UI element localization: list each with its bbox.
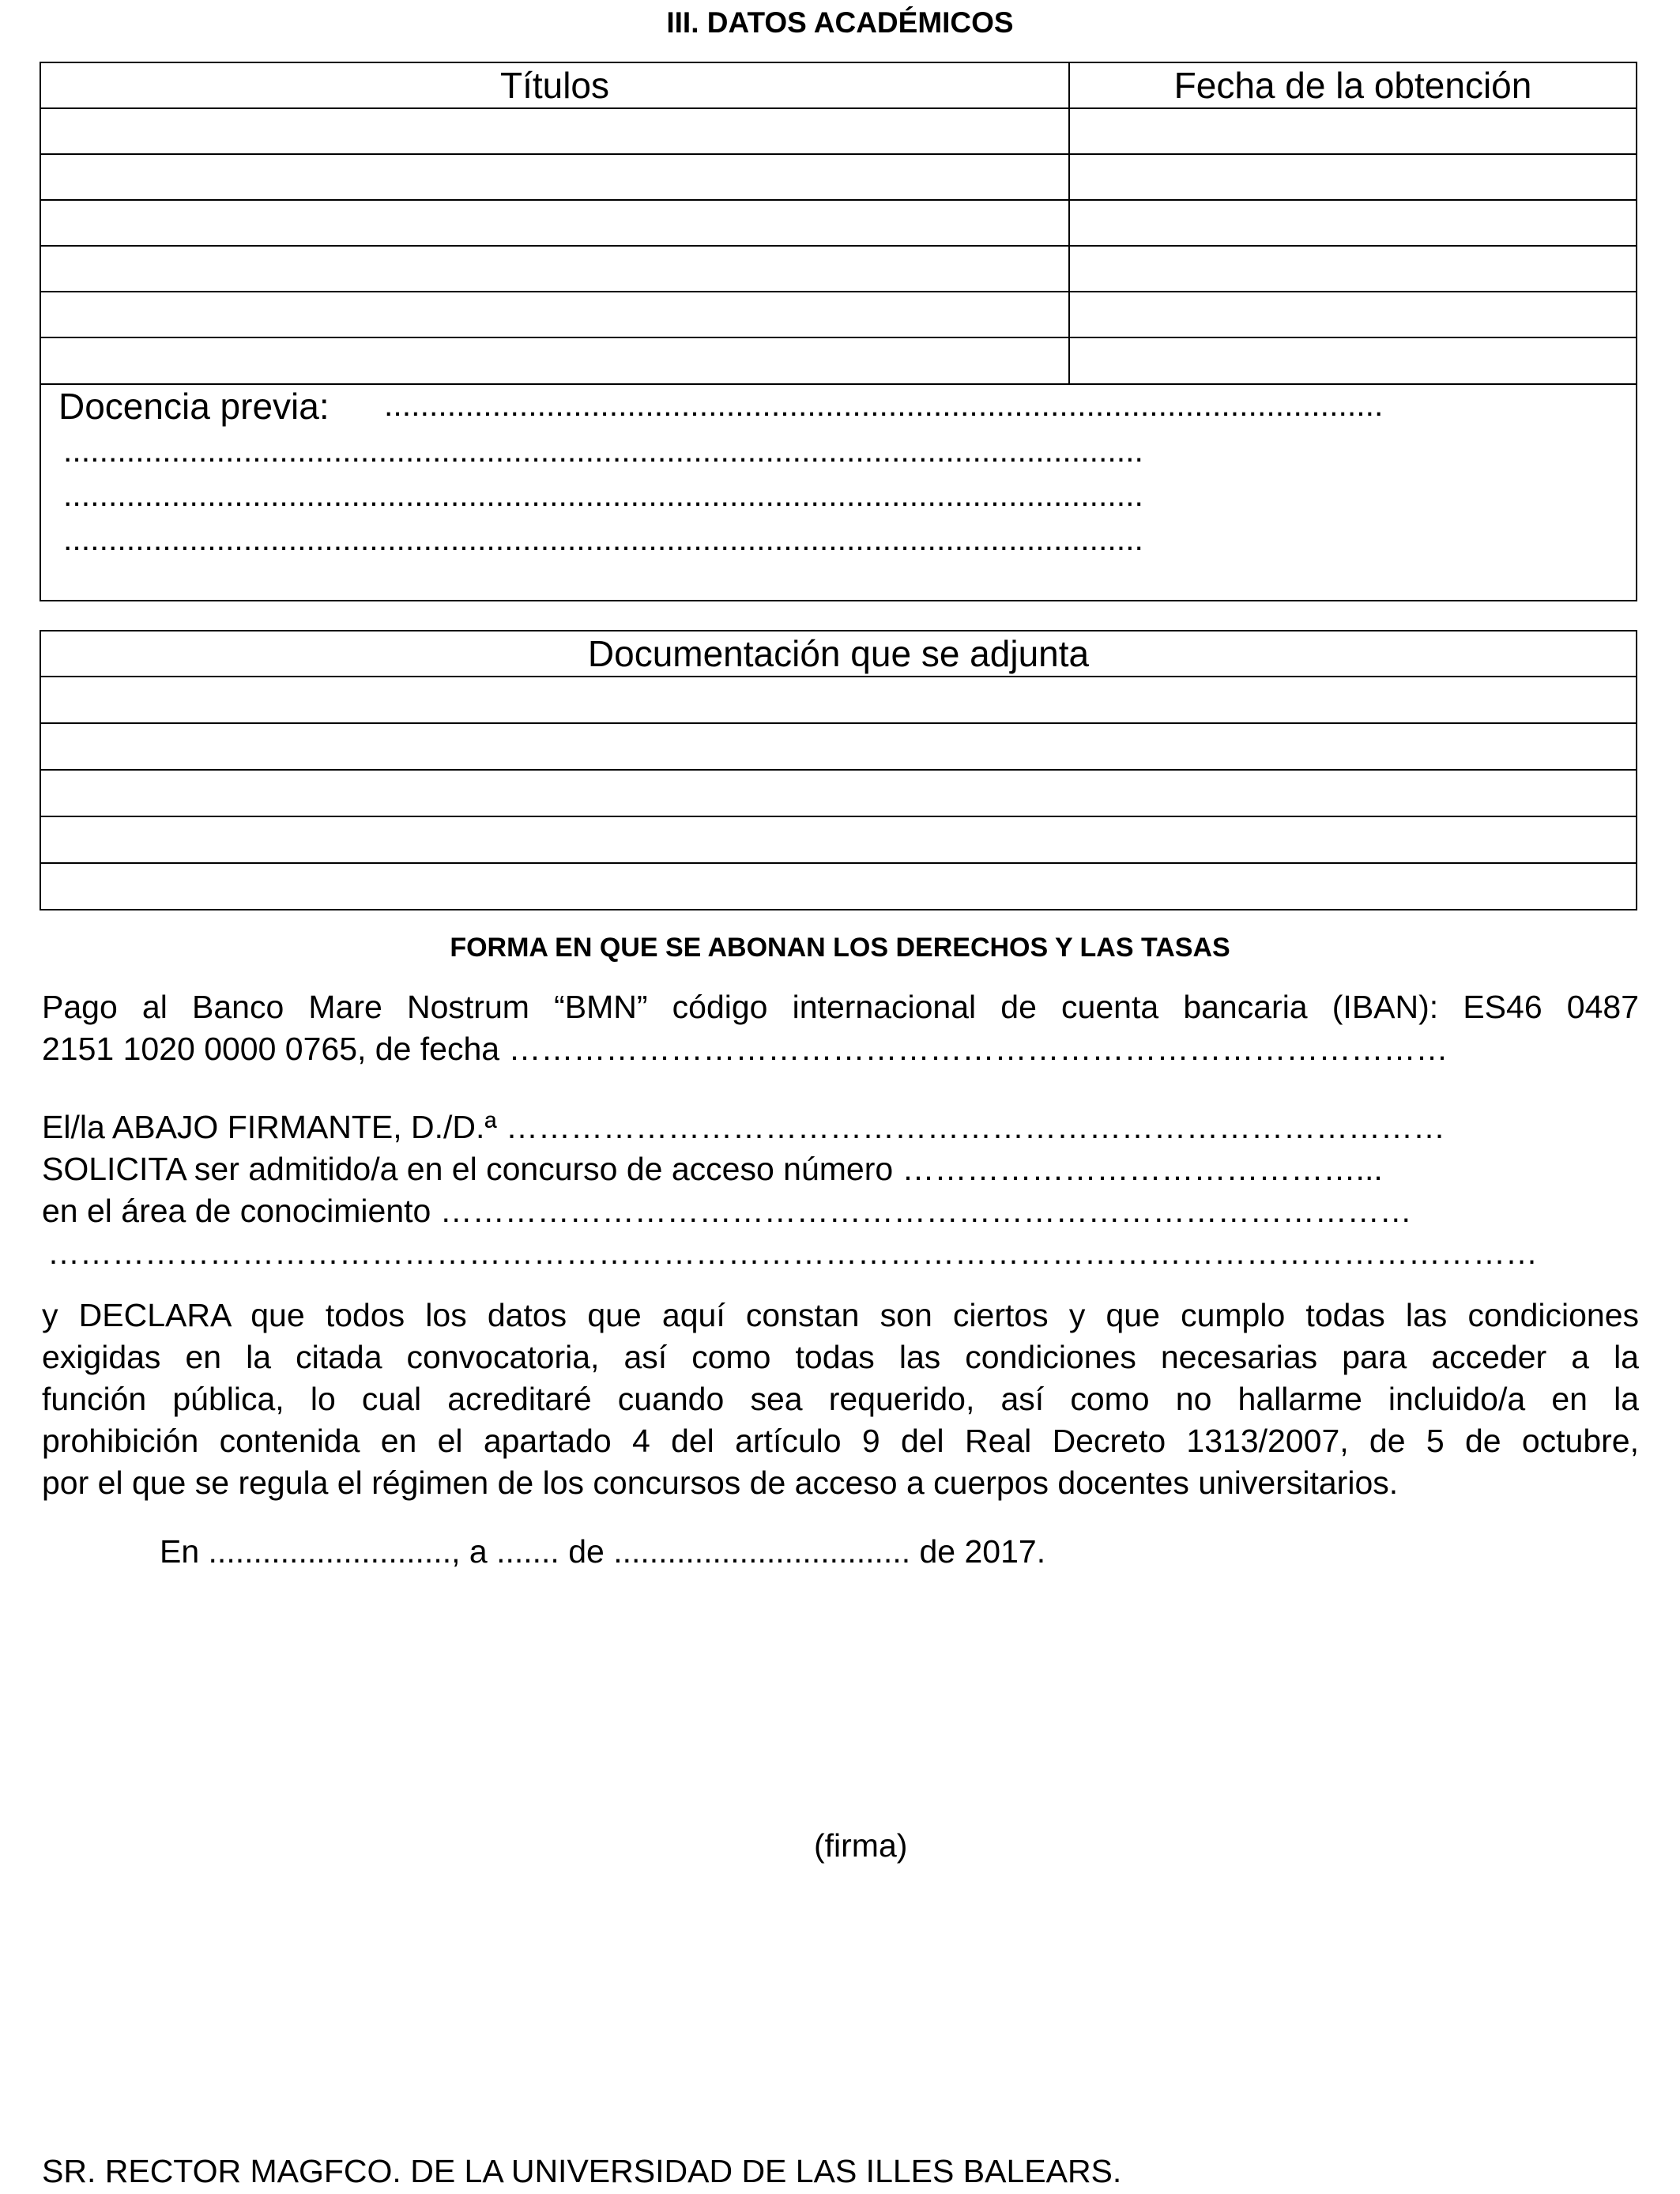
documentacion-row[interactable] bbox=[40, 723, 1637, 770]
declara-line: y DECLARA que todos los datos que aquí constan son ciertos y que cumplo todas las condiciones bbox=[42, 1297, 1639, 1333]
declara-line: prohibición contenida en el apartado 4 del artículo 9 del Real Decreto 1313/2007, de 5 de octubre, bbox=[42, 1423, 1639, 1459]
declara-line: función pública, lo cual acreditaré cuando sea requerido, así como no hallarme incluido/a en la bbox=[42, 1381, 1639, 1417]
titulo-cell[interactable] bbox=[40, 200, 1069, 246]
documentacion-row[interactable] bbox=[40, 677, 1637, 723]
documentacion-row[interactable] bbox=[40, 863, 1637, 910]
documentacion-row[interactable] bbox=[40, 816, 1637, 863]
docencia-cell[interactable] bbox=[40, 384, 1637, 601]
pago-paragraph bbox=[42, 986, 1639, 1070]
pago-line: Pago al Banco Mare Nostrum “BMN” código internacional de cuenta bancaria (IBAN): ES46 0487 bbox=[42, 989, 1639, 1025]
documentacion-table bbox=[40, 630, 1637, 910]
fecha-line: En ..........................., a ....... de ................................. de 2017. bbox=[160, 1533, 1046, 1570]
firma-label: (firma) bbox=[814, 1827, 908, 1864]
declara-line: exigidas en la citada convocatoria, así como todas las condiciones necesarias para acceder a la bbox=[42, 1339, 1639, 1375]
titulo-cell[interactable] bbox=[40, 154, 1069, 200]
header-titulos bbox=[40, 62, 1069, 108]
fecha-cell[interactable] bbox=[1069, 246, 1637, 292]
titulo-cell[interactable] bbox=[40, 108, 1069, 154]
titulo-cell[interactable] bbox=[40, 292, 1069, 337]
docencia-dots-first: ............................................................................................................... bbox=[384, 386, 1384, 423]
fecha-cell[interactable] bbox=[1069, 108, 1637, 154]
titulos-table bbox=[40, 62, 1637, 601]
area-line: en el área de conocimiento ……………………………………………………………………………… bbox=[42, 1193, 1412, 1229]
docencia-dots-line: ........................................................................................................................ bbox=[63, 432, 1143, 469]
destinatario: SR. RECTOR MAGFCO. DE LA UNIVERSIDAD DE LAS ILLES BALEARS. bbox=[42, 2153, 1122, 2189]
docencia-label: Docencia previa: bbox=[58, 386, 330, 427]
fecha-cell[interactable] bbox=[1069, 200, 1637, 246]
declara-line: por el que se regula el régimen de los concursos de acceso a cuerpos docentes universitarios. bbox=[42, 1465, 1399, 1501]
section-title: III. DATOS ACADÉMICOS bbox=[666, 6, 1014, 39]
titulo-cell[interactable] bbox=[40, 246, 1069, 292]
firmante-name-line: El/la ABAJO FIRMANTE, D./D.ª …………………………………………………………………………… bbox=[42, 1109, 1445, 1145]
titulo-cell[interactable] bbox=[40, 337, 1069, 384]
docencia-dots-line: ........................................................................................................................ bbox=[63, 521, 1143, 557]
pago-title: FORMA EN QUE SE ABONAN LOS DERECHOS Y LAS TASAS bbox=[450, 933, 1230, 963]
fecha-cell[interactable] bbox=[1069, 292, 1637, 337]
docencia-dots-line: ........................................................................................................................ bbox=[63, 477, 1143, 513]
declara-paragraph bbox=[42, 1295, 1639, 1504]
documentacion-row[interactable] bbox=[40, 770, 1637, 816]
solicita-line: SOLICITA ser admitido/a en el concurso de acceso número ……………………………………... bbox=[42, 1151, 1383, 1187]
header-fecha-label: Fecha de la obtención bbox=[1173, 65, 1532, 106]
header-fecha bbox=[1069, 62, 1637, 108]
fecha-cell[interactable] bbox=[1069, 154, 1637, 200]
pago-line: 2151 1020 0000 0765, de fecha …………………………………………………………………………… bbox=[42, 1031, 1448, 1067]
documentacion-header bbox=[40, 631, 1637, 677]
fecha-cell[interactable] bbox=[1069, 337, 1637, 384]
documentacion-header-label: Documentación que se adjunta bbox=[587, 633, 1090, 674]
area-continuation-line: ………………………………………………………………………………………………………………………… bbox=[47, 1235, 1538, 1271]
header-titulos-label: Títulos bbox=[499, 65, 610, 106]
